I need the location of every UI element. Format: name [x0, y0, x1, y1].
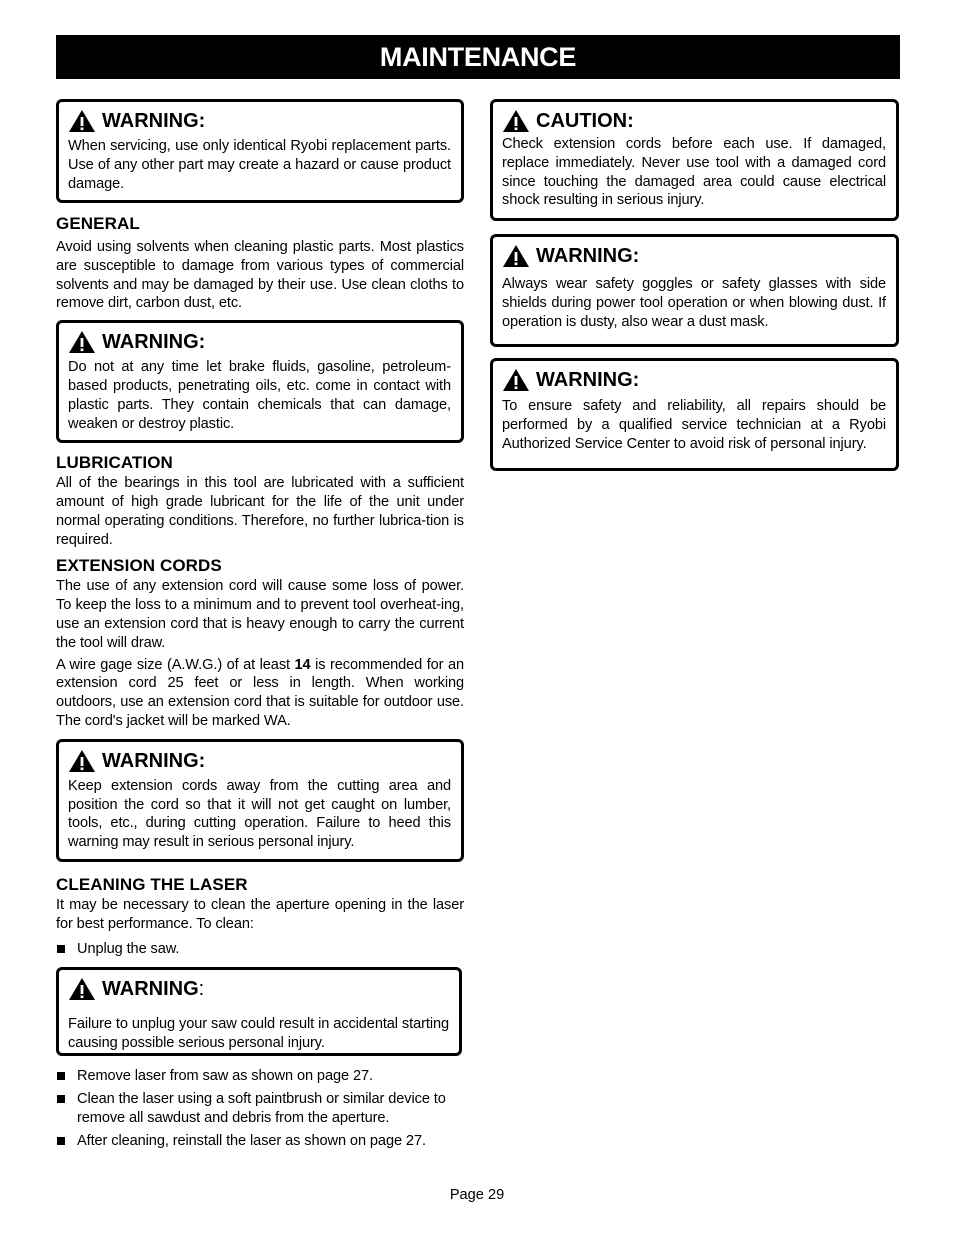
- page-number: Page 29: [449, 1187, 505, 1203]
- warning-text: When servicing, use only identical Ryobi replacement parts. Use of any other part may create a hazard or cause product damage.: [68, 138, 451, 192]
- right-column: [490, 99, 899, 471]
- lubrication-paragraph: All of the bearings in this tool are lubricated with a sufficient amount of high grade lubricant for the life of the unit under normal operating conditions. Therefore, no further lubrica-tion is required.: [56, 475, 464, 548]
- warning-title: WARNING: [102, 978, 199, 1001]
- caution-box-extension-cords: [490, 99, 899, 221]
- warning-triangle-icon: [502, 244, 530, 268]
- warning-text: To ensure safety and reliability, all repairs should be performed by a qualified service technician at a Ryobi Authorized Service Center to avoid risk of personal injury.: [502, 398, 886, 452]
- list-item: Unplug the saw.: [56, 940, 464, 959]
- warning-triangle-icon: [502, 368, 530, 392]
- warning-title: WARNING:: [536, 245, 640, 267]
- section-heading-lubrication: LUBRICATION: [56, 453, 173, 473]
- warning-title: WARNING:: [102, 110, 206, 132]
- section-heading-general: GENERAL: [56, 214, 140, 233]
- warning-title: WARNING:: [102, 331, 206, 354]
- warning-triangle-icon: [502, 109, 530, 133]
- warning-box-cord-placement: [56, 739, 464, 862]
- caution-text: Check extension cords before each use. If damaged, replace immediately. Never use tool with a damaged cord since touching the damaged area could cause electrical shock resulting in serious injury.: [502, 136, 886, 209]
- caution-title: CAUTION:: [536, 110, 634, 132]
- general-paragraph: Avoid using solvents when cleaning plastic parts. Most plastics are susceptible to damage from various types of commercial solvents and may be damaged by their use. Use clean cloths to remove dirt, carbon dust, etc.: [56, 239, 464, 312]
- left-column: [56, 99, 464, 1150]
- list-item: After cleaning, reinstall the laser as shown on page 27.: [56, 1132, 464, 1151]
- warning-triangle-icon: [68, 109, 96, 133]
- warning-triangle-icon: [68, 330, 96, 354]
- page-title-banner: MAINTENANCE: [56, 35, 900, 79]
- warning-triangle-icon: [68, 977, 96, 1001]
- warning-box-unplug: WARNING: Failure to unplug your saw could result in accidental starting causing possible serious personal injury.: [56, 967, 462, 1056]
- warning-box-repairs: [490, 358, 899, 471]
- warning-text: Always wear safety goggles or safety glasses with side shields during power tool operation or when blowing dust. If operation is dusty, also wear a dust mask.: [502, 276, 886, 330]
- extension-paragraph-1: The use of any extension cord will cause some loss of power. To keep the loss to a minimum and to prevent tool overheat-ing, use an extension cord that is heavy enough to carry the current the tool will draw.: [56, 578, 464, 651]
- warning-text: Failure to unplug your saw could result in accidental starting causing possible serious personal injury.: [68, 1016, 449, 1051]
- warning-box-fluids: [56, 320, 464, 443]
- list-item: Clean the laser using a soft paintbrush or similar device to remove all sawdust and debris from the aperture.: [56, 1090, 464, 1128]
- warning-box-safety-goggles: [490, 234, 899, 347]
- warning-title: WARNING:: [536, 369, 640, 391]
- warning-text: Keep extension cords away from the cutting area and position the cord so that it will not get caught on lumber, tools, etc., during cutting operation. Failure to heed this warning may result in serious personal injury.: [68, 777, 451, 851]
- warning-box-replacement-parts: [56, 99, 464, 203]
- laser-bullet-list-2: [56, 1067, 464, 1150]
- wire-gage-value: 14: [294, 656, 311, 673]
- warning-triangle-icon: [68, 749, 96, 773]
- warning-title: WARNING:: [102, 749, 206, 772]
- extension-paragraph-2: A wire gage size (A.W.G.) of at least 14 is recommended for an extension cord 25 feet or less in length. When working outdoors, use an extension cord that is suitable for outdoor use. The cord's jacket will be marked WA.: [56, 656, 464, 729]
- laser-bullet-list-1: [56, 940, 464, 959]
- section-heading-cleaning-laser: CLEANING THE LASER: [56, 874, 248, 894]
- warning-text: Do not at any time let brake fluids, gasoline, petroleum-based products, penetrating oils, etc. come in contact with plastic parts. They contain chemicals that can damage, weaken or destroy plastic.: [68, 359, 451, 432]
- laser-paragraph: It may be necessary to clean the aperture opening in the laser for best performance. To clean:: [56, 896, 464, 932]
- section-heading-extension-cords: EXTENSION CORDS: [56, 556, 222, 576]
- list-item: Remove laser from saw as shown on page 27.: [56, 1067, 464, 1086]
